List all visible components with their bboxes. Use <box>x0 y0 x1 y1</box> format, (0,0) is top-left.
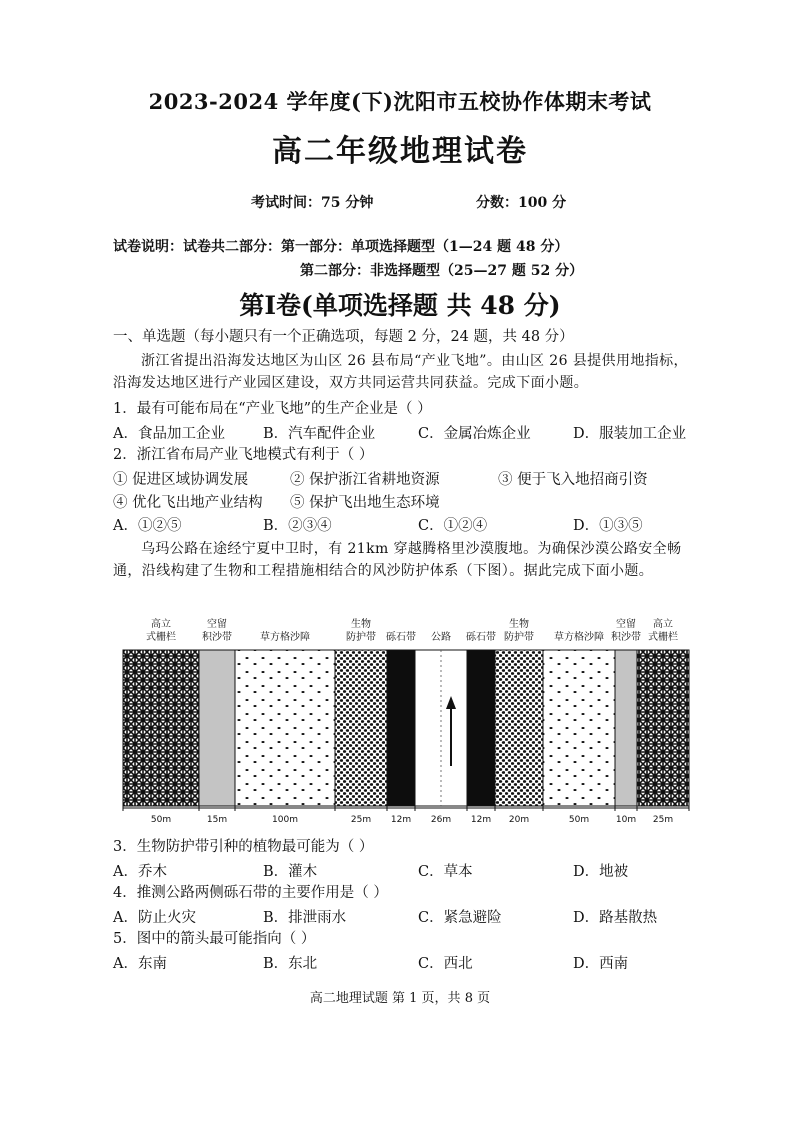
strip-grass-grid-right <box>543 650 615 806</box>
q1-option-c[interactable]: C．金属冶炼企业 <box>418 426 531 442</box>
q5-option-d[interactable]: D．西南 <box>573 956 629 972</box>
figure-width-bio-belt-right: 20m <box>508 815 530 825</box>
q1-stem: 1．最有可能布局在“产业飞地”的生产企业是（ ） <box>113 401 432 417</box>
page-footer: 高二地理试题 第 1 页，共 8 页 <box>309 991 491 1006</box>
q3-option-b[interactable]: B．灌木 <box>263 864 318 880</box>
q4-option-d[interactable]: D．路基散热 <box>573 910 658 926</box>
paper-note-line1: 试卷说明：试卷共二部分：第一部分：单项选择题型（1—24 题 48 分） <box>113 239 569 255</box>
q3-option-d[interactable]: D．地被 <box>573 864 629 880</box>
figure-label-road: 公路 <box>431 632 451 643</box>
figure-width-road: 26m <box>430 815 452 825</box>
figure-label-grass-grid-left: 草方格沙障 <box>260 632 310 643</box>
figure-label-bio-belt-right: 生物防护带 <box>504 619 534 643</box>
figure-label-bio-belt-left: 生物防护带 <box>346 619 376 643</box>
figure-label-sand-belt-right: 空留积沙带 <box>611 619 641 643</box>
section-intro: 一、单选题（每小题只有一个正确选项，每题 2 分，24 题，共 48 分） <box>113 329 574 345</box>
q2-stem: 2．浙江省布局产业飞地模式有利于（ ） <box>113 447 374 463</box>
figure-width-bio-belt-left: 25m <box>350 815 372 825</box>
figure-width-grass-grid-right: 50m <box>568 815 590 825</box>
q2-item-3: ③ 便于飞入地招商引资 <box>498 472 648 488</box>
q5-option-a[interactable]: A．东南 <box>113 956 167 972</box>
q1-option-d[interactable]: D．服装加工企业 <box>573 426 687 442</box>
exam-score: 分数：100 分 <box>476 195 567 211</box>
q5-option-b[interactable]: B．东北 <box>263 956 318 972</box>
sand-protection-figure <box>115 612 695 828</box>
strip-gravel-right <box>467 650 495 806</box>
q4-option-a[interactable]: A．防止火灾 <box>113 910 196 926</box>
strip-fence-right <box>637 650 689 806</box>
strip-bio-belt-right <box>495 650 543 806</box>
figure-width-sand-belt-left: 15m <box>206 815 228 825</box>
strip-road <box>415 650 467 806</box>
figure-label-gravel-left: 砾石带 <box>386 632 416 643</box>
strip-sand-belt-left <box>199 650 235 806</box>
q3-option-a[interactable]: A．乔木 <box>113 864 167 880</box>
figure-label-sand-belt-left: 空留积沙带 <box>202 619 232 643</box>
strip-grass-grid-left <box>235 650 335 806</box>
paper-title: 高二年级地理试卷 <box>272 134 528 169</box>
figure-width-gravel-right: 12m <box>470 815 492 825</box>
q2-item-2: ② 保护浙江省耕地资源 <box>290 472 440 488</box>
exam-time: 考试时间：75 分钟 <box>251 195 374 211</box>
q5-option-c[interactable]: C．西北 <box>418 956 473 972</box>
passage-1: 浙江省提出沿海发达地区为山区 26 县布局“产业飞地”。由山区 26 县提供用地指标，沿海发达地区进行产业园区建设，双方共同运营共同获益。完成下面小题。 <box>113 353 688 391</box>
q1-option-a[interactable]: A．食品加工企业 <box>113 426 225 442</box>
q2-item-5: ⑤ 保护飞出地生态环境 <box>290 495 440 511</box>
q4-option-c[interactable]: C．紧急避险 <box>418 910 502 926</box>
q4-option-b[interactable]: B．排泄雨水 <box>263 910 347 926</box>
section-title: 第Ⅰ卷(单项选择题 共 48 分) <box>239 291 561 320</box>
figure-label-fence-left: 高立式栅栏 <box>146 619 176 643</box>
figure-width-fence-left: 50m <box>150 815 172 825</box>
q2-option-c[interactable]: C．①②④ <box>418 518 488 534</box>
exam-header: 2023-2024 学年度(下)沈阳市五校协作体期末考试 <box>148 89 652 114</box>
q1-option-b[interactable]: B．汽车配件企业 <box>263 426 376 442</box>
figure-width-fence-right: 25m <box>652 815 674 825</box>
strip-sand-belt-right <box>615 650 637 806</box>
passage-2: 乌玛公路在途经宁夏中卫时，有 21km 穿越腾格里沙漠腹地。为确保沙漠公路安全畅通，沿线构建了生物和工程措施相结合的风沙防护体系（下图）。据此完成下面小题。 <box>113 541 682 579</box>
strip-gravel-left <box>387 650 415 806</box>
q2-option-b[interactable]: B．②③④ <box>263 518 332 534</box>
q5-stem: 5．图中的箭头最可能指向（ ） <box>113 931 316 947</box>
paper-note-line2: 第二部分：非选择题型（25—27 题 52 分） <box>300 263 584 279</box>
figure-label-grass-grid-right: 草方格沙障 <box>554 632 604 643</box>
strip-fence-left <box>123 650 199 806</box>
q4-stem: 4．推测公路两侧砾石带的主要作用是（ ） <box>113 885 388 901</box>
q2-option-a[interactable]: A．①②⑤ <box>113 518 182 534</box>
figure-width-grass-grid-left: 100m <box>272 815 298 825</box>
q2-item-4: ④ 优化飞出地产业结构 <box>113 495 263 511</box>
q2-item-1: ① 促进区域协调发展 <box>113 472 249 488</box>
q3-stem: 3．生物防护带引种的植物最可能为（ ） <box>113 839 374 855</box>
q2-option-d[interactable]: D．①③⑤ <box>573 518 643 534</box>
strip-bio-belt-left <box>335 650 387 806</box>
figure-label-fence-right: 高立式栅栏 <box>648 619 678 643</box>
figure-width-gravel-left: 12m <box>390 815 412 825</box>
q3-option-c[interactable]: C．草本 <box>418 864 473 880</box>
figure-width-sand-belt-right: 10m <box>615 815 637 825</box>
figure-label-gravel-right: 砾石带 <box>466 632 496 643</box>
